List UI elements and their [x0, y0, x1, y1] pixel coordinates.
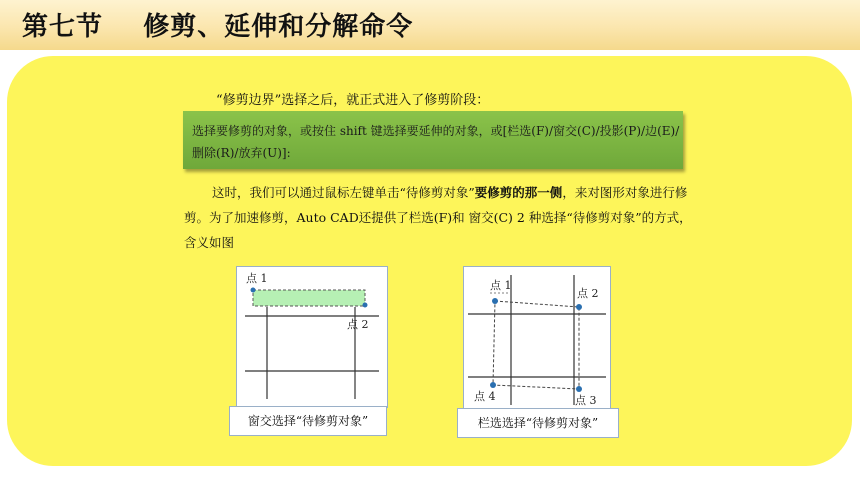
point-2-label: 点 2 — [347, 318, 369, 331]
crossing-diagram — [237, 267, 387, 407]
fence-diagram — [464, 267, 610, 409]
explanation-paragraph — [184, 180, 699, 255]
command-prompt-text: 选择要修剪的对象，或按住 shift 键选择要延伸的对象，或[栏选(F)/窗交(C)/投影(P)/边(E)/删除(R)/放弃(U)]: — [192, 124, 680, 160]
point-3-marker — [576, 386, 582, 392]
point-1-marker — [492, 298, 498, 304]
para-text-1: 这时，我们可以通过鼠标左键单击“待修剪对象” — [212, 185, 475, 200]
para-text-2: ，来对图形对象进行修剪。为了加速修剪，Auto CAD还提供了栏选(F)和 窗交(C) 2 种选择“待修剪对象”的方式，含义如图 — [184, 185, 692, 250]
point-1-label: 点 1 — [246, 272, 268, 285]
fence-caption: 栏选选择“待修剪对象” — [457, 408, 619, 438]
point-2-marker — [576, 304, 582, 310]
command-prompt-box — [183, 111, 683, 169]
point-1-label: 点 1 — [490, 279, 512, 292]
crossing-caption: 窗交选择“待修剪对象” — [229, 406, 387, 436]
fence-figure — [463, 266, 611, 410]
title-bar — [0, 0, 860, 50]
section-title: 第七节 修剪、延伸和分解命令 — [22, 12, 414, 42]
crossing-window-highlight — [253, 290, 365, 306]
crossing-figure — [236, 266, 388, 408]
point-4-label: 点 4 — [474, 390, 496, 403]
point-4-marker — [490, 382, 496, 388]
point-2-marker — [363, 303, 368, 308]
intro-text: “修剪边界”选择之后，就正式进入了修剪阶段： — [216, 93, 490, 108]
para-bold-text: 要修剪的那一侧 — [474, 185, 563, 200]
point-1-marker — [251, 288, 256, 293]
point-2-label: 点 2 — [577, 287, 599, 300]
point-3-label: 点 3 — [575, 394, 597, 407]
